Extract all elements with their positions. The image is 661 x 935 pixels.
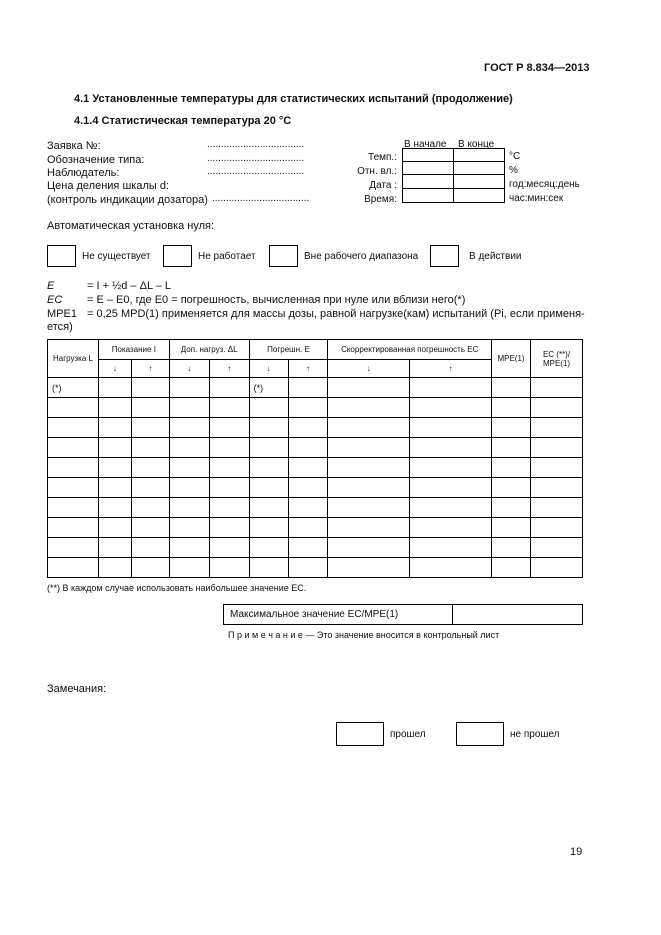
formula-sym-ec: EC xyxy=(47,294,63,306)
field-scale-label: Цена деления шкалы d: xyxy=(47,180,169,192)
section-title: 4.1 Установленные температуры для статистических испытаний (продолжение) xyxy=(74,93,513,105)
table-cell[interactable] xyxy=(131,518,169,538)
zero-checkbox-active[interactable] xyxy=(430,245,459,267)
zero-title: Автоматическая установка нуля: xyxy=(47,220,215,232)
table-cell[interactable] xyxy=(328,438,410,458)
zero-checkbox-none[interactable] xyxy=(47,245,76,267)
table-cell[interactable] xyxy=(410,378,492,398)
table-cell[interactable] xyxy=(48,498,99,518)
arrow-up-icon: ↑ xyxy=(209,360,249,378)
table-cell[interactable] xyxy=(209,438,249,458)
table-cell[interactable] xyxy=(410,478,492,498)
table-row xyxy=(48,538,583,558)
table-cell[interactable] xyxy=(48,538,99,558)
measure-cell[interactable] xyxy=(402,174,454,189)
table-cell[interactable] xyxy=(531,478,583,498)
table-cell[interactable] xyxy=(48,418,99,438)
measure-cell[interactable] xyxy=(402,148,454,162)
table-cell[interactable] xyxy=(48,478,99,498)
remarks-label: Замечания: xyxy=(47,683,107,695)
table-cell[interactable] xyxy=(48,458,99,478)
measure-cell[interactable] xyxy=(402,188,454,203)
table-cell[interactable]: (*) xyxy=(249,378,288,398)
table-cell[interactable] xyxy=(288,378,328,398)
measure-header-start: В начале xyxy=(404,139,447,150)
table-cell[interactable] xyxy=(410,398,492,418)
table-cell[interactable] xyxy=(492,418,531,438)
field-application-dots[interactable]: ................................... xyxy=(207,139,305,150)
table-cell[interactable] xyxy=(249,538,288,558)
table-cell[interactable] xyxy=(410,438,492,458)
failed-label: не прошел xyxy=(510,729,560,740)
table-cell[interactable] xyxy=(131,398,169,418)
standard-code: ГОСТ Р 8.834—2013 xyxy=(484,62,590,74)
table-cell[interactable] xyxy=(249,438,288,458)
table-cell[interactable] xyxy=(209,458,249,478)
table-cell[interactable] xyxy=(288,418,328,438)
table-row xyxy=(48,398,583,418)
table-cell[interactable] xyxy=(328,458,410,478)
table-cell[interactable] xyxy=(169,518,209,538)
table-cell[interactable] xyxy=(288,438,328,458)
table-cell[interactable] xyxy=(48,558,99,578)
header-corrected: Скорректированная погрешность EC xyxy=(328,340,492,360)
table-cell[interactable] xyxy=(98,418,131,438)
table-cell[interactable] xyxy=(328,518,410,538)
header-add-load: Доп. нагруз. ΔL xyxy=(169,340,249,360)
table-cell[interactable] xyxy=(98,438,131,458)
table-cell[interactable] xyxy=(209,378,249,398)
table-cell[interactable] xyxy=(531,438,583,458)
table-cell[interactable] xyxy=(249,478,288,498)
table-cell[interactable] xyxy=(328,378,410,398)
zero-option-active: В действии xyxy=(469,251,522,262)
table-cell[interactable] xyxy=(410,558,492,578)
table-row xyxy=(48,498,583,518)
table-cell[interactable] xyxy=(410,418,492,438)
table-cell[interactable] xyxy=(169,558,209,578)
table-cell[interactable] xyxy=(288,518,328,538)
table-cell[interactable] xyxy=(98,498,131,518)
measure-unit-date: год:месяц:день xyxy=(509,179,580,190)
measure-unit-temp: °C xyxy=(509,151,521,162)
formula-expr-e: = I + ½d – ΔL – L xyxy=(87,280,171,292)
table-cell[interactable] xyxy=(492,538,531,558)
table-cell[interactable] xyxy=(492,378,531,398)
measure-cell[interactable] xyxy=(453,174,505,189)
table-cell[interactable] xyxy=(328,398,410,418)
measure-label-time: Время: xyxy=(364,194,397,205)
table-cell[interactable] xyxy=(48,398,99,418)
table-row xyxy=(48,518,583,538)
table-cell[interactable] xyxy=(131,418,169,438)
table-cell[interactable] xyxy=(288,498,328,518)
table-cell[interactable] xyxy=(288,558,328,578)
zero-checkbox-notworking[interactable] xyxy=(163,245,192,267)
table-cell[interactable] xyxy=(131,538,169,558)
field-application-label: Заявка №: xyxy=(47,140,101,152)
table-cell[interactable] xyxy=(131,458,169,478)
measure-cell[interactable] xyxy=(453,188,505,203)
field-observer-dots[interactable]: ................................... xyxy=(207,166,305,177)
table-cell[interactable] xyxy=(288,458,328,478)
measure-cell[interactable] xyxy=(453,161,505,175)
table-footnote: (**) В каждом случае использовать наибольшее значение EC. xyxy=(47,583,307,593)
arrow-up-icon: ↑ xyxy=(288,360,328,378)
page-number: 19 xyxy=(570,846,583,858)
table-cell[interactable] xyxy=(131,378,169,398)
table-cell[interactable] xyxy=(249,398,288,418)
arrow-down-icon: ↓ xyxy=(249,360,288,378)
formula-sym-mpe: MPE1 xyxy=(47,308,77,320)
table-cell[interactable]: (*) xyxy=(48,378,99,398)
table-cell[interactable] xyxy=(209,558,249,578)
table-cell[interactable] xyxy=(48,518,99,538)
table-cell[interactable] xyxy=(131,478,169,498)
table-cell[interactable] xyxy=(131,558,169,578)
table-cell[interactable] xyxy=(169,378,209,398)
zero-option-outofrange: Вне рабочего диапазона xyxy=(304,251,419,262)
table-row xyxy=(48,478,583,498)
measure-unit-time: час:мин:сек xyxy=(509,193,564,204)
table-cell[interactable] xyxy=(328,538,410,558)
table-cell[interactable] xyxy=(98,518,131,538)
field-type-label: Обозначение типа: xyxy=(47,154,145,166)
table-cell[interactable] xyxy=(169,478,209,498)
table-cell[interactable] xyxy=(249,518,288,538)
table-row xyxy=(48,558,583,578)
table-cell[interactable] xyxy=(169,418,209,438)
table-cell[interactable] xyxy=(169,498,209,518)
table-cell[interactable] xyxy=(98,398,131,418)
table-cell[interactable] xyxy=(531,378,583,398)
table-cell[interactable] xyxy=(492,478,531,498)
table-cell[interactable] xyxy=(249,498,288,518)
table-cell[interactable] xyxy=(410,518,492,538)
table-cell[interactable] xyxy=(410,458,492,478)
table-cell[interactable] xyxy=(98,378,131,398)
table-cell[interactable] xyxy=(328,478,410,498)
max-value-field[interactable] xyxy=(452,604,583,625)
arrow-up-icon: ↑ xyxy=(131,360,169,378)
table-cell[interactable] xyxy=(531,518,583,538)
table-cell[interactable] xyxy=(131,438,169,458)
table-cell[interactable] xyxy=(328,558,410,578)
field-dispenser-dots[interactable]: ................................... xyxy=(212,193,310,204)
table-cell[interactable] xyxy=(169,438,209,458)
measure-cell[interactable] xyxy=(402,161,454,175)
table-cell[interactable] xyxy=(249,418,288,438)
header-error: Погрешн. E xyxy=(249,340,328,360)
header-reading: Показание I xyxy=(98,340,169,360)
table-cell[interactable] xyxy=(492,438,531,458)
table-cell[interactable] xyxy=(288,478,328,498)
max-value-label: Максимальное значение EC/MPE(1) xyxy=(230,609,399,620)
table-cell[interactable] xyxy=(531,538,583,558)
table-cell[interactable] xyxy=(169,458,209,478)
failed-checkbox[interactable] xyxy=(456,722,504,746)
table-cell[interactable] xyxy=(492,558,531,578)
error-table xyxy=(47,339,583,578)
measure-unit-humidity: % xyxy=(509,165,518,176)
table-cell[interactable] xyxy=(209,418,249,438)
table-cell[interactable] xyxy=(209,498,249,518)
table-cell[interactable] xyxy=(98,558,131,578)
table-cell[interactable] xyxy=(288,398,328,418)
table-cell[interactable] xyxy=(169,398,209,418)
table-cell[interactable] xyxy=(209,518,249,538)
table-cell[interactable] xyxy=(492,398,531,418)
formula-expr-mpe: = 0,25 MPD(1) применяется для массы дозы, равной нагрузке(кам) испытаний (Pi, если применя- xyxy=(87,308,585,320)
table-cell[interactable] xyxy=(98,538,131,558)
table-cell[interactable] xyxy=(249,558,288,578)
formula-expr-ec: = E – E0, где E0 = погрешность, вычисленная при нуле или вблизи него(*) xyxy=(87,294,466,306)
table-cell[interactable] xyxy=(492,518,531,538)
measure-label-date: Дата : xyxy=(369,180,397,191)
table-cell[interactable] xyxy=(209,478,249,498)
table-cell[interactable] xyxy=(531,458,583,478)
table-row xyxy=(48,378,583,398)
table-cell[interactable] xyxy=(410,498,492,518)
passed-checkbox[interactable] xyxy=(336,722,384,746)
table-cell[interactable] xyxy=(531,498,583,518)
passed-label: прошел xyxy=(390,729,426,740)
table-row xyxy=(48,438,583,458)
table-cell[interactable] xyxy=(492,458,531,478)
measure-label-temp: Темп.: xyxy=(368,152,397,163)
arrow-down-icon: ↓ xyxy=(169,360,209,378)
table-cell[interactable] xyxy=(209,398,249,418)
table-cell[interactable] xyxy=(531,558,583,578)
table-cell[interactable] xyxy=(288,538,328,558)
arrow-up-icon: ↑ xyxy=(410,360,492,378)
measure-cell[interactable] xyxy=(453,148,505,162)
field-type-dots[interactable]: ................................... xyxy=(207,153,305,164)
table-cell[interactable] xyxy=(131,498,169,518)
header-mpe: MPE(1) xyxy=(492,340,531,378)
table-cell[interactable] xyxy=(410,538,492,558)
header-ratio: EC (**)/ MPE(1) xyxy=(531,340,583,378)
zero-checkbox-outofrange[interactable] xyxy=(269,245,298,267)
section-subtitle: 4.1.4 Статистическая температура 20 °C xyxy=(74,115,292,127)
table-cell[interactable] xyxy=(98,458,131,478)
table-cell[interactable] xyxy=(328,498,410,518)
zero-option-notworking: Не работает xyxy=(198,251,256,262)
table-cell[interactable] xyxy=(531,418,583,438)
arrow-down-icon: ↓ xyxy=(98,360,131,378)
table-cell[interactable] xyxy=(169,538,209,558)
table-cell[interactable] xyxy=(492,498,531,518)
table-cell[interactable] xyxy=(328,418,410,438)
table-row xyxy=(48,418,583,438)
formula-expr-mpe-cont: ется) xyxy=(47,321,73,333)
measure-header-end: В конце xyxy=(458,139,495,150)
table-row xyxy=(48,458,583,478)
arrow-down-icon: ↓ xyxy=(328,360,410,378)
header-load: Нагрузка L xyxy=(48,340,99,378)
zero-option-none: Не существует xyxy=(82,251,151,262)
table-cell[interactable] xyxy=(209,538,249,558)
table-cell[interactable] xyxy=(531,398,583,418)
measure-label-humidity: Отн. вл.: xyxy=(357,166,397,177)
formula-sym-e: E xyxy=(47,280,55,292)
note: П р и м е ч а н и е — Это значение вносится в контрольный лист xyxy=(228,630,500,640)
table-cell[interactable] xyxy=(249,458,288,478)
table-cell[interactable] xyxy=(98,478,131,498)
table-cell[interactable] xyxy=(48,438,99,458)
field-observer-label: Наблюдатель: xyxy=(47,167,120,179)
field-dispenser-label: (контроль индикации дозатора) xyxy=(47,194,208,206)
